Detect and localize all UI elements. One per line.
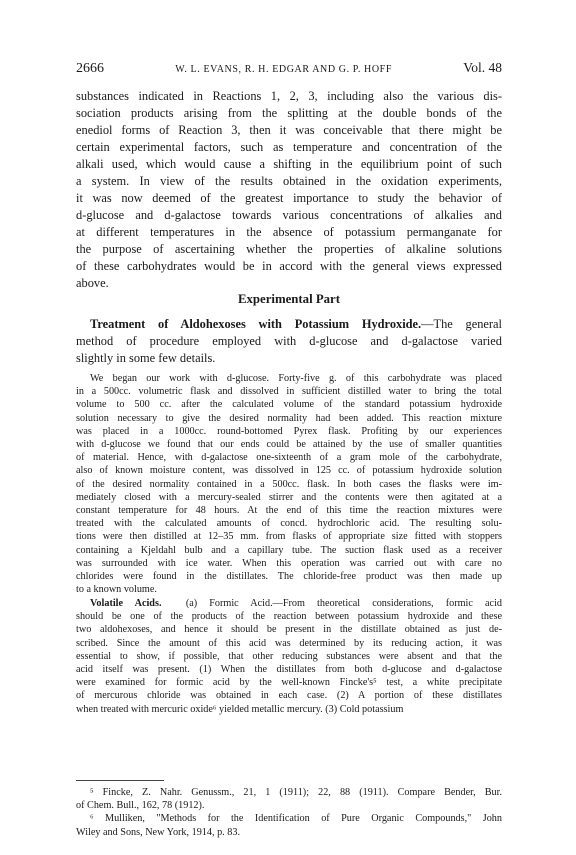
procedure-line: in a 500cc. volumetric flask and dissolved in sufficient distilled water to bring the total bbox=[76, 386, 502, 398]
treatment-paragraph bbox=[76, 316, 502, 367]
intro-line: substances indicated in Reactions 1, 2, 3, including also the various dis- bbox=[76, 89, 502, 103]
procedure-line: containing a Kjeldahl bulb and a capillary tube. The suction flask used as a receiver bbox=[76, 544, 502, 556]
procedure-line: was placed in a 1000cc. round-bottomed Pyrex flask. Profiting by our experiences bbox=[76, 425, 502, 437]
formic-acid-subheading: (a) Formic Acid. bbox=[185, 598, 273, 609]
intro-line: a system. In view of the results obtained in the oxidation experiments, bbox=[76, 174, 502, 188]
footnote-text bbox=[76, 786, 502, 839]
volatile-line: scribed. Since the amount of this acid was determined by its reducing action, it was bbox=[76, 637, 502, 649]
treatment-text bbox=[76, 316, 502, 367]
footnotes bbox=[76, 786, 502, 839]
treatment-line: slightly in some few details. bbox=[76, 351, 216, 365]
procedure-line: mediately closed with a mercury-sealed stirrer and the contents were then agitated at a bbox=[76, 491, 502, 503]
volatile-first-line bbox=[76, 597, 502, 610]
intro-line: alkali used, which would cause a shifting in the equilibrium point of such bbox=[76, 157, 502, 171]
footnote-line: of Chem. Bull., 162, 78 (1912). bbox=[76, 800, 205, 812]
intro-line: the purpose of ascertaining whether the properties of alkaline solutions bbox=[76, 242, 502, 256]
intro-paragraph bbox=[76, 88, 502, 292]
intro-text bbox=[76, 88, 502, 292]
intro-line: sociation products arising from the splitting at the double bonds of the bbox=[76, 106, 502, 120]
procedure-paragraph bbox=[76, 372, 502, 596]
procedure-line: solution necessary to give the desired normality had been added. This reaction mixture bbox=[76, 412, 502, 424]
procedure-text bbox=[76, 372, 502, 596]
intro-line: at different temperatures in the absence of potassium permanganate for bbox=[76, 225, 502, 239]
procedure-line: treated with the calculated amounts of concd. hydrochloric acid. The resulting solu- bbox=[76, 518, 502, 530]
footnote-line: Wiley and Sons, New York, 1914, p. 83. bbox=[76, 826, 241, 838]
procedure-line: of the desired normality contained in a 500cc. flask. In both cases the flasks were im- bbox=[76, 478, 502, 490]
volatile-line1-rest: —From theoretical considerations, formic acid bbox=[272, 598, 503, 609]
intro-line: it was now deemed of the greatest importance to study the behavior of bbox=[76, 191, 502, 205]
procedure-line: tions were then distilled at 12–35 mm. from flasks of appropriate size fitted with stoppers bbox=[76, 531, 502, 543]
running-authors: W. L. EVANS, R. H. EDGAR AND G. P. HOFF bbox=[175, 64, 392, 75]
running-header bbox=[76, 60, 502, 78]
volatile-acids-heading: Volatile Acids. bbox=[90, 598, 162, 609]
volatile-acids-paragraph bbox=[76, 597, 502, 716]
volatile-line: acid itself was present. (1) When the distillates from both d-glucose and d-galactose bbox=[76, 664, 502, 676]
procedure-line: of material. Hence, with d-galactose one-sixteenth of a gram mole of the carbohydrate, bbox=[76, 452, 502, 464]
volatile-line: were examined for formic acid by the well-known Fincke's⁵ test, a white precipitate bbox=[76, 677, 502, 689]
volatile-line: two aldohexoses, and hence it should be present in the distillate obtained as just de- bbox=[76, 624, 502, 636]
section-title: Experimental Part bbox=[238, 292, 340, 306]
procedure-line: volume to 500 cc. after the calculated volume of the standard potassium hydroxide bbox=[76, 399, 502, 411]
intro-line: enediol forms of Reaction 3, then it was conceivable that there might be bbox=[76, 123, 502, 137]
volatile-acids-text bbox=[76, 597, 502, 716]
treatment-heading: Treatment of Aldohexoses with Potassium Hydroxide. bbox=[90, 317, 422, 331]
treatment-first-line bbox=[76, 316, 502, 333]
intro-line: of these carbohydrates would be in accord with the general views expressed bbox=[76, 259, 502, 273]
footnote-rule bbox=[76, 780, 164, 781]
volatile-line: when treated with mercuric oxide⁶ yielded metallic mercury. (3) Cold potassium bbox=[76, 703, 404, 715]
intro-line: d-glucose and d-galactose towards various concentrations of alkalies and bbox=[76, 208, 502, 222]
intro-line: above. bbox=[76, 276, 109, 290]
footnote-line: ⁶ Mulliken, "Methods for the Identification of Pure Organic Compounds," John bbox=[90, 813, 502, 825]
volatile-line: should be one of the products of the reaction between potassium hydroxide and these bbox=[76, 611, 502, 623]
page-number: 2666 bbox=[76, 61, 104, 76]
procedure-line: chlorides were found in the distillates. The chloride-free product was then made up bbox=[76, 571, 502, 583]
procedure-line: with d-glucose we found that our ends could be attained by the use of smaller quantities bbox=[76, 439, 502, 451]
volatile-line: of mercurous chloride was obtained in each case. (2) A portion of these distillates bbox=[76, 690, 502, 702]
procedure-line: also of known moisture content, was dissolved in 125 cc. of potassium hydroxide solution bbox=[76, 465, 502, 477]
intro-line: certain experimental factors, such as temperature and concentration of the bbox=[76, 140, 502, 154]
treatment-line: method of procedure employed with d-glucose and d-galactose varied bbox=[76, 334, 502, 348]
procedure-line: We began our work with d-glucose. Forty-five g. of this carbohydrate was placed bbox=[90, 373, 502, 384]
procedure-line: to a known volume. bbox=[76, 584, 157, 596]
procedure-line: constant temperature for 48 hours. At the end of this time the reaction mixtures were bbox=[76, 505, 502, 517]
volume-label: Vol. 48 bbox=[463, 60, 502, 75]
section-heading-block bbox=[76, 292, 502, 307]
procedure-line: was surrounded with ice water. When this operation was carried out with care no bbox=[76, 557, 502, 569]
footnote-line: ⁵ Fincke, Z. Nahr. Genussm., 21, 1 (1911); 22, 88 (1911). Compare Bender, Bur. bbox=[90, 787, 502, 798]
treatment-line1-rest: —The general bbox=[421, 317, 502, 331]
volatile-line: essential to show, if possible, that other reducing substances were absent and that the bbox=[76, 650, 502, 662]
